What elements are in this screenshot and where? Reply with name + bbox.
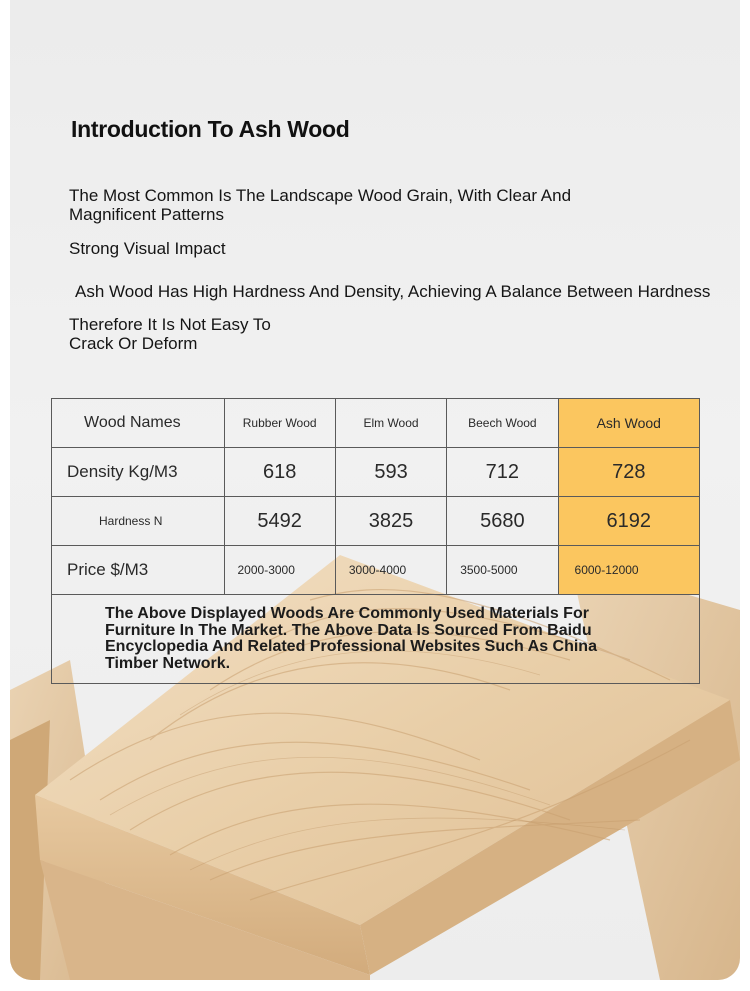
product-card: [10, 0, 740, 980]
hardness-elm: 3825: [335, 497, 446, 546]
density-beech: 712: [447, 448, 558, 497]
price-rubber: 2000-3000: [224, 546, 335, 595]
price-ash: 6000-12000: [558, 546, 699, 595]
wood-comparison-table: [51, 398, 700, 684]
description-grain: The Most Common Is The Landscape Wood Grain, With Clear And Magnificent Patterns: [69, 186, 572, 224]
table-row-hardness: [52, 497, 700, 546]
header-rubber-wood: Rubber Wood: [224, 399, 335, 448]
data-source-note: The Above Displayed Woods Are Commonly Used Materials For Furniture In The Market. The Above Data Is Sourced From Baidu Encyclopedia And Related Professional Websites Such As China Timber Network.: [105, 605, 597, 672]
density-elm: 593: [335, 448, 446, 497]
description-durability: Therefore It Is Not Easy To Crack Or Deform: [69, 315, 271, 353]
price-beech: 3500-5000: [447, 546, 558, 595]
price-label: Price $/M3: [52, 546, 225, 595]
density-ash: 728: [558, 448, 699, 497]
table-row-price: [52, 546, 700, 595]
description-visual: Strong Visual Impact: [69, 239, 226, 258]
hardness-label: Hardness N: [52, 497, 225, 546]
table-row-note: [52, 595, 700, 684]
header-wood-names: Wood Names: [52, 399, 225, 448]
description-hardness: Ash Wood Has High Hardness And Density, Achieving A Balance Between Hardness: [75, 282, 711, 301]
hardness-rubber: 5492: [224, 497, 335, 546]
header-ash-wood: Ash Wood: [558, 399, 699, 448]
header-elm-wood: Elm Wood: [335, 399, 446, 448]
page-title: Introduction To Ash Wood: [71, 116, 350, 142]
density-rubber: 618: [224, 448, 335, 497]
table-header-row: [52, 399, 700, 448]
header-beech-wood: Beech Wood: [447, 399, 558, 448]
note-cell: [52, 595, 700, 684]
price-elm: 3000-4000: [335, 546, 446, 595]
hardness-ash: 6192: [558, 497, 699, 546]
hardness-beech: 5680: [447, 497, 558, 546]
density-label: Density Kg/M3: [52, 448, 225, 497]
table-row-density: [52, 448, 700, 497]
